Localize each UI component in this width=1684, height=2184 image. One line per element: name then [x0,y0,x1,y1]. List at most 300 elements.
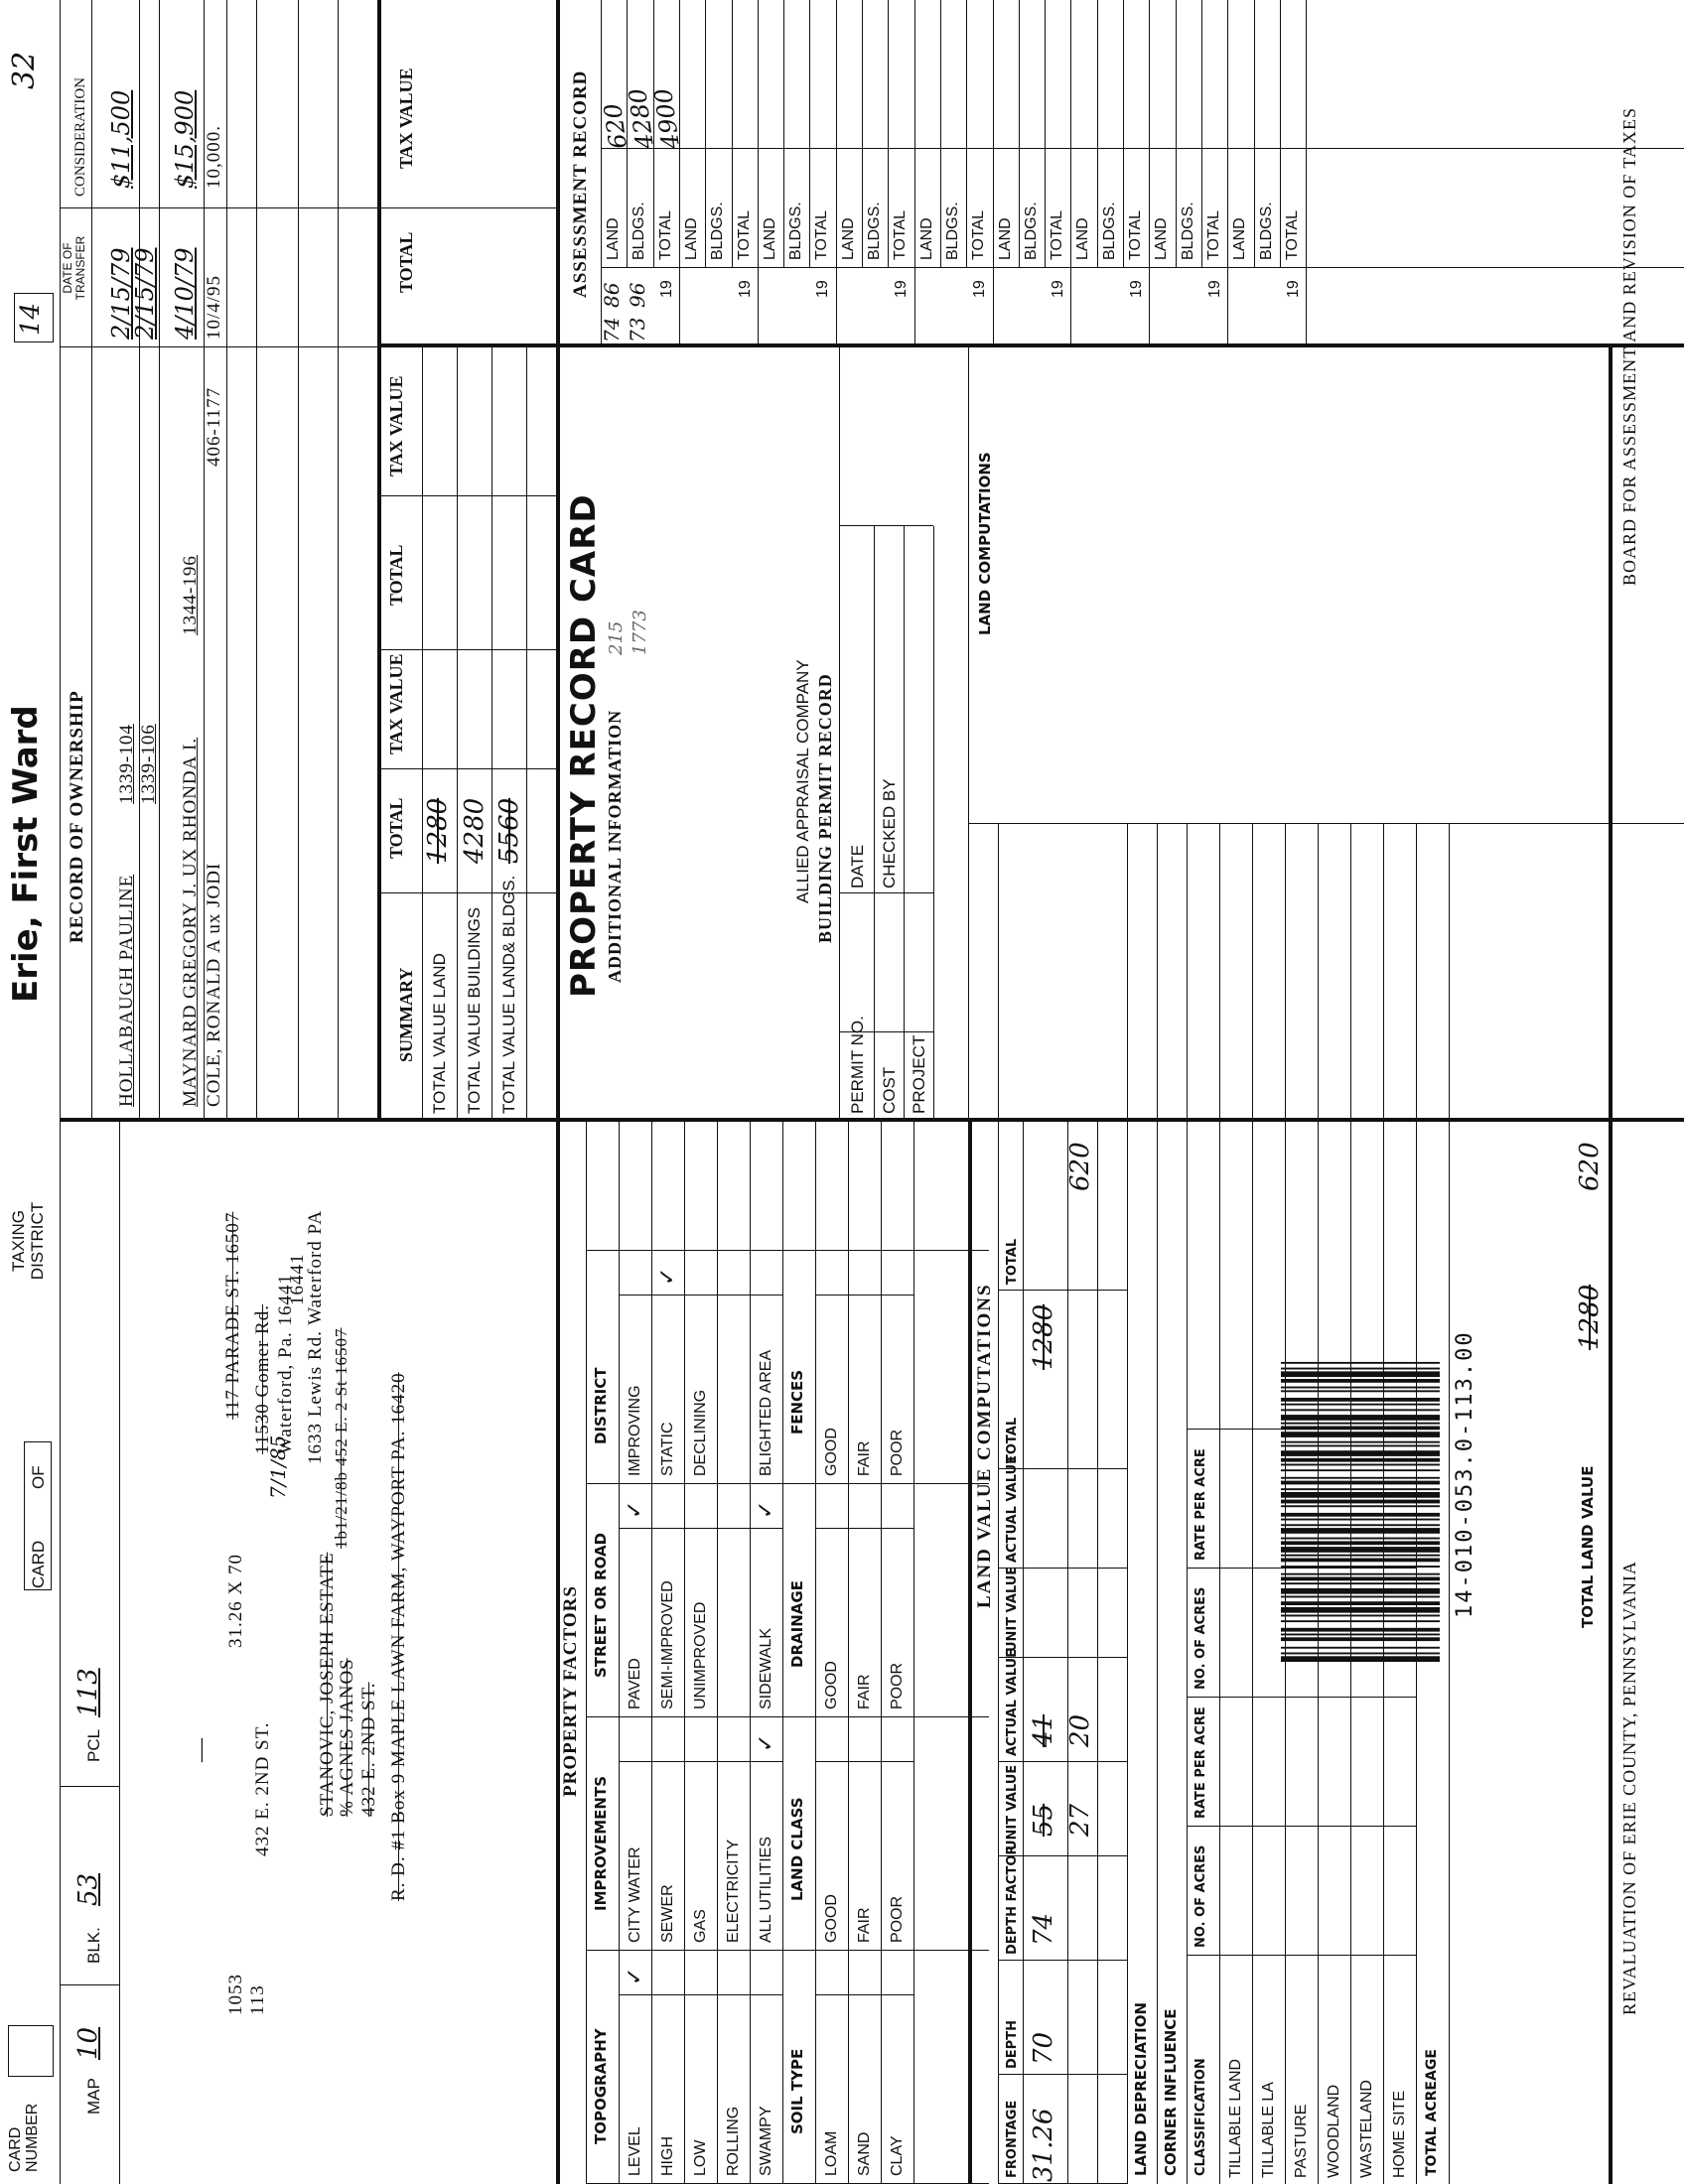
factor-check-line [815,1994,913,1995]
land-value-header: UNIT VALUE [1005,1764,1020,1850]
total-land-value-label: TOTAL LAND VALUE [1579,1465,1597,1628]
factor-check-line [815,1528,913,1529]
total-acreage-label: TOTAL ACREAGE [1424,2049,1440,2176]
factor-row-line [913,1122,914,2184]
parcel-address: 432 E. 2ND ST. [252,1721,273,1856]
header-rule [60,0,61,2184]
barcode-bar [1281,1634,1440,1636]
barcode-bar [1281,1656,1440,1662]
assessment-year-prefix: 19 [971,280,989,298]
assessment-row-label: LAND [839,217,857,260]
factor-topography-item: SWAMPY [758,2106,774,2176]
owner-1-name: HOLLABAUGH PAULINE [116,874,137,1107]
assessment-row-label: LAND [682,217,700,260]
barcode-bar [1281,1615,1440,1617]
factor-district-item: IMPROVING [627,1385,643,1476]
summary-right-tax-header: TAX VALUE [386,375,406,477]
note-2: 1773 [630,610,650,655]
project-label: PROJECT [910,1034,928,1114]
assessment-row-line [1254,0,1255,268]
land-value-col-line [998,2074,1127,2075]
factor-soil-item: SAND [856,2131,873,2176]
card-code-2: 113 [247,1984,268,2015]
summary-row-total-label: TOTAL VALUE LAND& BLDGS. [499,875,518,1114]
barcode-bar [1281,1582,1440,1584]
date-of-transfer-header: DATE OF TRANSFER [61,235,88,301]
factor-topography-item: LEVEL [627,2126,643,2176]
footer-left: REVALUATION OF ERIE COUNTY, PENNSYLVANIA [1619,1561,1639,2015]
owner-2-date: 2/15/79 [131,247,159,340]
assessment-row-line [732,0,733,268]
land-value-header: TOTAL [1005,1417,1020,1463]
assessment-row-line [809,0,810,268]
owner-4-date: 10/4/95 [204,274,224,340]
lv-unit-value-2: 27 [1065,1803,1095,1837]
factor-street-item: SIDEWALK [758,1627,774,1709]
factor-grade-item: POOR [889,1429,906,1476]
factor-improvements-item: CITY WATER [627,1846,643,1943]
summary-buildings-total: 4280 [460,797,490,864]
factor-grade-item: POOR [889,1895,906,1943]
summary-total-header-2: TOTAL [396,231,416,293]
land-value-header: ACTUAL VALUE [1005,1455,1020,1563]
owner-address-8: 432 E. 2ND ST. [358,1682,379,1817]
land-value-col-line [998,1121,1127,1122]
assessment-row-line [1306,0,1307,268]
lot-dimensions: 31.26 X 70 [225,1554,246,1648]
assessment-group-line [1070,268,1071,347]
card-code-1: 1053 [225,1974,246,2015]
summary-right-total-header: TOTAL [386,544,406,606]
barcode-bar [1281,1601,1440,1605]
acreage-classification: PASTURE [1293,2104,1310,2178]
assessment-row-line [993,0,994,268]
barcode-bar [1281,1573,1440,1575]
barcode-bar [1281,1513,1440,1517]
barcode-bar [1281,1538,1440,1540]
factor-soil-item: CLAY [889,2135,906,2176]
assessment-row-label: BLDGS. [1257,202,1275,260]
acreage-col-line [1187,1826,1416,1827]
assessment-row-line [1070,0,1071,268]
assessment-year-2: 73 [626,317,649,342]
factor-col2-header: DRAINAGE [788,1580,806,1668]
owner-address-5: 16441 [287,1253,308,1305]
footer-right: BOARD FOR ASSESSMENT AND REVISION OF TAXES [1619,107,1639,586]
owner-address-2: 11530 Gomer Rd. [252,1304,273,1454]
factor-street-item: UNIMPROVED [692,1601,709,1709]
land-value-header: DEPTH FACTOR [1005,1844,1020,1955]
summary-row-buildings-label: TOTAL VALUE BUILDINGS [465,906,484,1114]
card-number-box [8,2025,54,2077]
assessment-row-label: TOTAL [970,209,988,260]
lv-depth-factor: 74 [1029,1912,1058,1946]
barcode-bar [1281,1607,1440,1613]
factor-grade-item: GOOD [823,1894,840,1943]
factor-col-header: DISTRICT [592,1367,610,1444]
assessment-group-line [836,268,837,347]
map-value: 10 [73,2026,103,2060]
assessment-row-label: LAND [1153,217,1171,260]
lv-actual-value: 41 [1029,1713,1058,1747]
barcode-bar [1281,1637,1440,1641]
note-1: 215 [606,620,627,655]
ownership-title: RECORD OF OWNERSHIP [67,690,87,943]
factor-check-mark: ✓ [753,1500,777,1519]
barcode-bar [1281,1432,1440,1437]
factor-improvements-item: SEWER [659,1884,676,1943]
owner-3-ref: 1344-196 [180,555,201,635]
factor-grade-item: FAIR [856,1440,873,1476]
barcode-bar [1281,1477,1440,1479]
owner-1-consideration: $11,500 [107,89,135,189]
assessment-bldgs-value: 4280 [623,86,660,151]
acreage-row-line [1219,824,1220,2184]
assessment-row-line [1227,0,1228,268]
barcode-bar [1281,1628,1440,1632]
card-label: CARD [29,1540,48,1588]
acreage-classification: TILLABLE LA [1260,2082,1277,2178]
factor-check-line [619,1295,782,1296]
factor-col-header: STREET OR ROAD [592,1532,610,1678]
barcode-bar [1281,1566,1440,1568]
barcode-bar [1281,1541,1440,1545]
land-value-header: DEPTH [1005,2020,1020,2069]
acreage-header: NO. OF ACRES [1193,1586,1208,1690]
factor-col2-header: LAND CLASS [788,1797,806,1901]
assessment-group-line [758,268,759,347]
assessment-row-line [966,0,967,268]
acreage-col-line [1187,1697,1416,1698]
factor-topography-item: ROLLING [725,2106,742,2176]
additional-info-title: ADDITIONAL INFORMATION [605,709,625,983]
assessment-row-line [888,0,889,268]
factor-check-line [619,1761,782,1762]
factor-street-item: PAVED [627,1658,643,1709]
assessment-year-prefix: 19 [1050,280,1067,298]
assessment-year-3: 86 [600,282,624,308]
owner-address-6: STANOVIC, JOSEPH ESTATE [317,1552,338,1817]
assessment-total-value: 4900 [648,86,686,151]
owner-address-4: 1633 Lewis Rd. Waterford PA [305,1209,326,1464]
acreage-header: CLASSIFICATION [1193,2058,1208,2176]
assessment-row-label: TOTAL [1049,209,1066,260]
factor-check-mark: ✓ [753,1733,777,1752]
factor-check-line [815,1761,913,1762]
assessment-row-line [836,0,837,268]
district-title: Erie, First Ward [6,705,46,1003]
factor-row-line [782,1122,783,2184]
lv-total-2: 620 [1065,1142,1095,1191]
owner-1-date: 2/15/79 [107,247,135,340]
lv-depth: 70 [1029,2031,1058,2065]
pcl-label: PCL [84,1728,103,1762]
barcode-bar [1281,1371,1440,1377]
assessment-group-line [914,268,915,347]
factor-grade-item: FAIR [856,1674,873,1709]
summary-total-total: 5560 [494,797,524,864]
assessment-row-line [1201,0,1202,268]
assessment-year-prefix: 19 [1284,280,1302,298]
blk-label: BLK. [84,1927,103,1964]
assessment-group-line [993,268,994,347]
barcode-bar [1281,1481,1440,1485]
barcode-bar [1281,1620,1440,1622]
barcode-bar [1281,1458,1440,1462]
factor-check-line [619,1528,782,1529]
barcode-bar [1281,1469,1440,1471]
factor-row-line [881,1122,882,2184]
summary-row-land-label: TOTAL VALUE LAND [430,953,449,1114]
barcode-bar [1281,1588,1440,1594]
acreage-row-line [1252,824,1253,2184]
assessment-group-line [1227,268,1228,347]
factor-grade-item: FAIR [856,1907,873,1943]
owner-address-7: % AGNES JANOS [337,1658,357,1817]
page-box-value: 14 [16,302,46,336]
barcode-bar [1281,1390,1440,1392]
consideration-header: CONSIDERATION [72,77,88,197]
assessment-row-label: TOTAL [813,209,831,260]
land-value-row-line [1023,1122,1024,2184]
barcode-bar [1281,1427,1440,1431]
assessment-land-value: 620 [598,101,633,151]
assessment-group-line [1149,268,1150,347]
assessment-row-line [1280,0,1281,268]
assessment-year-prefix: 19 [736,280,754,298]
factor-row-line [750,1122,751,2184]
assessment-row-label: BLDGS. [866,202,883,260]
permit-no-label: PERMIT NO. [848,1016,867,1114]
barcode-bar [1281,1450,1440,1456]
land-value-col-line [998,1290,1127,1291]
summary-title: SUMMARY [396,967,416,1062]
company-name: ALLIED APPRAISAL COMPANY [793,659,812,903]
owner-3-name: MAYNARD GREGORY J. UX RHONDA I. [180,737,201,1107]
factor-check-mark: ✓ [622,1500,646,1519]
blk-value: 53 [73,1872,103,1906]
barcode-bar [1281,1596,1440,1598]
barcode-bar [1281,1492,1440,1498]
cost-label: COST [880,1066,899,1114]
total-land-value-1: 1280 [1575,1284,1605,1350]
summary-tax-value-header: TAX VALUE [386,653,406,754]
acreage-header: RATE PER ACRE [1193,1448,1208,1561]
factor-topography-item: LOW [692,2139,709,2176]
barcode-bar [1281,1555,1440,1557]
assessment-row-line [783,0,784,268]
assessment-row-label: TOTAL [735,209,753,260]
barcode-bar [1281,1445,1440,1447]
factor-row-line [848,1122,849,2184]
land-value-title: LAND VALUE COMPUTATIONS [974,1283,995,1608]
summary-tax-header-2: TAX VALUE [396,68,416,169]
owner-address-1: 117 PARADE ST. 16507 [222,1211,243,1420]
assessment-row-label: BLDGS. [709,202,727,260]
land-value-header: ACTUAL VALUE [1005,1649,1020,1756]
factor-check-line [619,1994,782,1995]
dash-mark: — [188,1737,213,1762]
assessment-row-label: BLDGS. [631,202,648,260]
owner-4-name: COLE, RONALD A ux JODI [204,862,224,1107]
total-land-value-2: 620 [1575,1142,1605,1191]
factor-row-line [651,1122,652,2184]
assessment-row-line [1097,0,1098,268]
factor-improvements-item: ELECTRICITY [725,1839,742,1943]
assessment-row-line [1149,0,1150,268]
lv-total-1: 1280 [1029,1303,1058,1370]
barcode-bar [1281,1519,1440,1521]
owner-2-ref: 1339-106 [138,724,159,804]
assessment-row-label: TOTAL [1127,209,1144,260]
assessment-row-label: LAND [1074,217,1092,260]
barcode-text: 14-010-053.0-113.00 [1453,1330,1477,1618]
barcode-bar [1281,1524,1440,1526]
assessment-title: ASSESSMENT RECORD [570,69,591,298]
factor-soil-item: LOAM [823,2130,840,2176]
owner-4-ref: 406-1177 [204,386,224,467]
assessment-row-label: BLDGS. [943,202,961,260]
lv-unit-value: 55 [1029,1803,1058,1837]
factor-district-item: DECLINING [692,1389,709,1476]
assessment-row-label: BLDGS. [1100,202,1118,260]
factor-row-line [684,1122,685,2184]
map-label: MAP [84,2078,103,2115]
acreage-classification: WASTELAND [1358,2080,1375,2178]
barcode-bar [1281,1464,1440,1466]
land-value-row-line [1067,1122,1068,2184]
factor-topography-item: HIGH [659,2136,676,2176]
factor-improvements-item: ALL UTILITIES [758,1837,774,1943]
acreage-classification: HOME SITE [1391,2090,1408,2178]
land-value-header: TOTAL [1005,1238,1020,1285]
assessment-row-line [1019,0,1020,268]
factor-grade-item: GOOD [823,1428,840,1476]
assessment-year-1: 74 [600,317,624,342]
factor-row-line [717,1122,718,2184]
assessment-row-label: TOTAL [1283,209,1301,260]
acreage-header: RATE PER ACRE [1193,1706,1208,1819]
factor-col-header: IMPROVEMENTS [592,1775,610,1911]
barcode-bar [1281,1368,1440,1370]
barcode-bar [1281,1547,1440,1553]
barcode-bar [1281,1398,1440,1402]
assessment-row-label: TOTAL [1204,209,1222,260]
checked-by-label: CHECKED BY [880,778,899,888]
factor-grade-item: GOOD [823,1661,840,1709]
assessment-row-line [705,0,706,268]
factor-check-mark: ✓ [654,1267,679,1286]
assessment-year-4: 96 [626,282,649,308]
acreage-classification: TILLABLE LAND [1227,2058,1244,2178]
owner-address-9: 1b1/21/8b 452 E. 2 St 16507 [332,1327,351,1549]
assessment-row-line [940,0,941,268]
lv-frontage: 31.26 [1029,2108,1058,2182]
assessment-row-label: TOTAL [892,209,910,260]
of-label: OF [29,1465,48,1489]
barcode-bar [1281,1441,1440,1443]
barcode-bar [1281,1505,1440,1507]
acreage-classification: WOODLAND [1326,2084,1342,2178]
assessment-row-label: BLDGS. [787,202,805,260]
assessment-year-prefix: 19 [893,280,911,298]
summary-total-header: TOTAL [386,797,406,859]
owner-address-3: Waterford, Pa. 16441 [275,1273,296,1454]
assessment-row-label: LAND [917,217,935,260]
pcl-value: 113 [73,1668,103,1717]
date-note: 7/1/85 [266,1434,290,1499]
date-label: DATE [848,844,867,888]
barcode-bar [1281,1409,1440,1411]
land-value-col-line [998,1960,1127,1961]
assessment-group-line [1306,268,1307,347]
barcode-bar [1281,1379,1440,1383]
assessment-row-label: LAND [996,217,1014,260]
assessment-year-prefix: 19 [1128,280,1145,298]
assessment-year-prefix: 19 [814,280,832,298]
factor-grade-item: POOR [889,1662,906,1709]
acreage-row-line [1449,824,1450,2184]
factor-col-line [586,1483,989,1484]
barcode-bar [1281,1488,1440,1490]
barcode-bar [1281,1528,1440,1534]
barcode-bar [1281,1404,1440,1406]
barcode-bar [1281,1500,1440,1504]
assessment-row-label: TOTAL [656,209,674,260]
barcode-bar [1281,1362,1440,1364]
owner-address-10: R. D. #1 Box 9 MAPLE LAWN FARM, WAYPORT PA. 16420 [388,1372,409,1901]
lv-actual-value-2: 20 [1065,1713,1095,1747]
taxing-district-label: TAXING DISTRICT [9,1201,47,1281]
barcode-bar [1281,1653,1440,1655]
building-permit-title: BUILDING PERMIT RECORD [815,673,835,943]
assessment-row-line [914,0,915,268]
land-value-header: FRONTAGE [1005,2100,1020,2178]
land-value-row-line [1097,1122,1098,2184]
factor-col-header: TOPOGRAPHY [592,2028,610,2144]
factor-district-item: STATIC [659,1422,676,1476]
assessment-row-line [862,0,863,268]
card-box [24,1441,52,1590]
factor-row-line [815,1122,816,2184]
factor-check-mark: ✓ [622,1967,646,1985]
barcode-bar [1281,1415,1440,1421]
factor-col-line [586,1950,989,1951]
property-factors-title: PROPERTY FACTORS [560,1585,581,1797]
factor-street-item: SEMI-IMPROVED [659,1580,676,1709]
assessment-row-line [1176,0,1177,268]
barcode-bar [1281,1559,1440,1563]
owner-3-date: 4/10/79 [171,247,199,340]
assessment-row-line [1123,0,1124,268]
acreage-col-line [1187,1955,1416,1956]
factor-col2-header: FENCES [788,1369,806,1434]
factor-row-line [619,1122,620,2184]
assessment-row-label: LAND [1231,217,1249,260]
summary-land-total: 1280 [423,797,453,864]
corner-influence-label: CORNER INFLUENCE [1162,2008,1180,2176]
owner-3-consideration: $15,900 [171,89,199,189]
factor-col-line [586,1250,989,1251]
assessment-row-line [758,0,759,268]
land-value-col-line [998,1761,1127,1762]
barcode-bar [1281,1423,1440,1425]
barcode-bar [1281,1577,1440,1581]
factor-col-line [586,1716,989,1717]
assessment-row-line [1045,0,1046,268]
factor-district-item: BLIGHTED AREA [758,1349,774,1476]
owner-1-ref: 1339-104 [116,724,137,804]
